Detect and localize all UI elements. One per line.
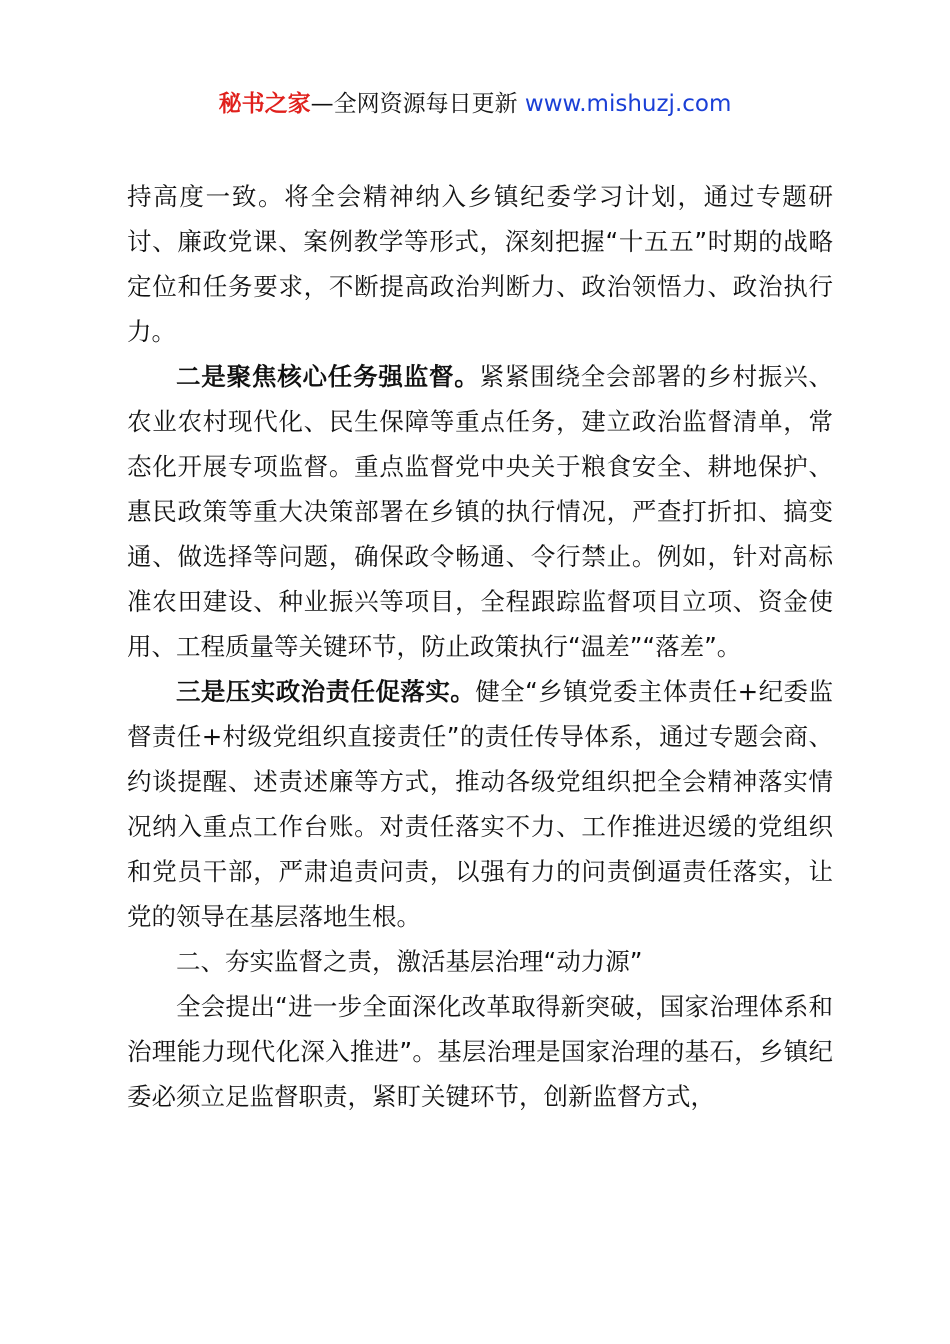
- brand-name: 秘书之家: [218, 91, 311, 117]
- paragraph-political-responsibility: [127, 669, 833, 939]
- paragraph-text: 健全“乡镇党委主体责任+纪委监督责任+村级党组织直接责任”的责任传导体系，通过专题会商、约谈提醒、述责述廉等方式，推动各级党组织把全会精神落实情况纳入重点工作台账。对责任落实不力、工作推进迟缓的党组织和党员干部，严肃追责问责，以强有力的问责倒逼责任落实，让党的领导在基层落地生根。: [127, 677, 833, 931]
- document-body: [127, 174, 833, 1119]
- header-tagline: —全网资源每日更新: [310, 91, 525, 117]
- paragraph-core-task-supervision: [127, 354, 833, 669]
- site-header: [0, 88, 950, 120]
- section-heading: 二、夯实监督之责，激活基层治理“动力源”: [176, 947, 643, 976]
- site-url-link[interactable]: www.mishuzj.com: [524, 91, 732, 117]
- paragraph-lead-heading: 三是压实政治责任促落实。: [176, 677, 476, 706]
- paragraph-text: 紧紧围绕全会部署的乡村振兴、农业农村现代化、民生保障等重点任务，建立政治监督清单，常态化开展专项监督。重点监督党中央关于粮食安全、耕地保护、惠民政策等重大决策部署在乡镇的执行情况，严查打折扣、搞变通、做选择等问题，确保政令畅通、令行禁止。例如，针对高标准农田建设、种业振兴等项目，全程跟踪监督项目立项、资金使用、工程质量等关键环节，防止政策执行“温差”“落差”。: [127, 362, 834, 661]
- paragraph-lead-heading: 二是聚焦核心任务强监督。: [176, 362, 480, 391]
- paragraph-grassroots-governance: 全会提出“进一步全面深化改革取得新突破，国家治理体系和治理能力现代化深入推进”。基层治理是国家治理的基石，乡镇纪委必须立足监督职责，紧盯关键环节，创新监督方式，: [127, 992, 833, 1111]
- paragraph-continuation: 持高度一致。将全会精神纳入乡镇纪委学习计划，通过专题研讨、廉政党课、案例教学等形式，深刻把握“十五五”时期的战略定位和任务要求，不断提高政治判断力、政治领悟力、政治执行力。: [127, 182, 833, 346]
